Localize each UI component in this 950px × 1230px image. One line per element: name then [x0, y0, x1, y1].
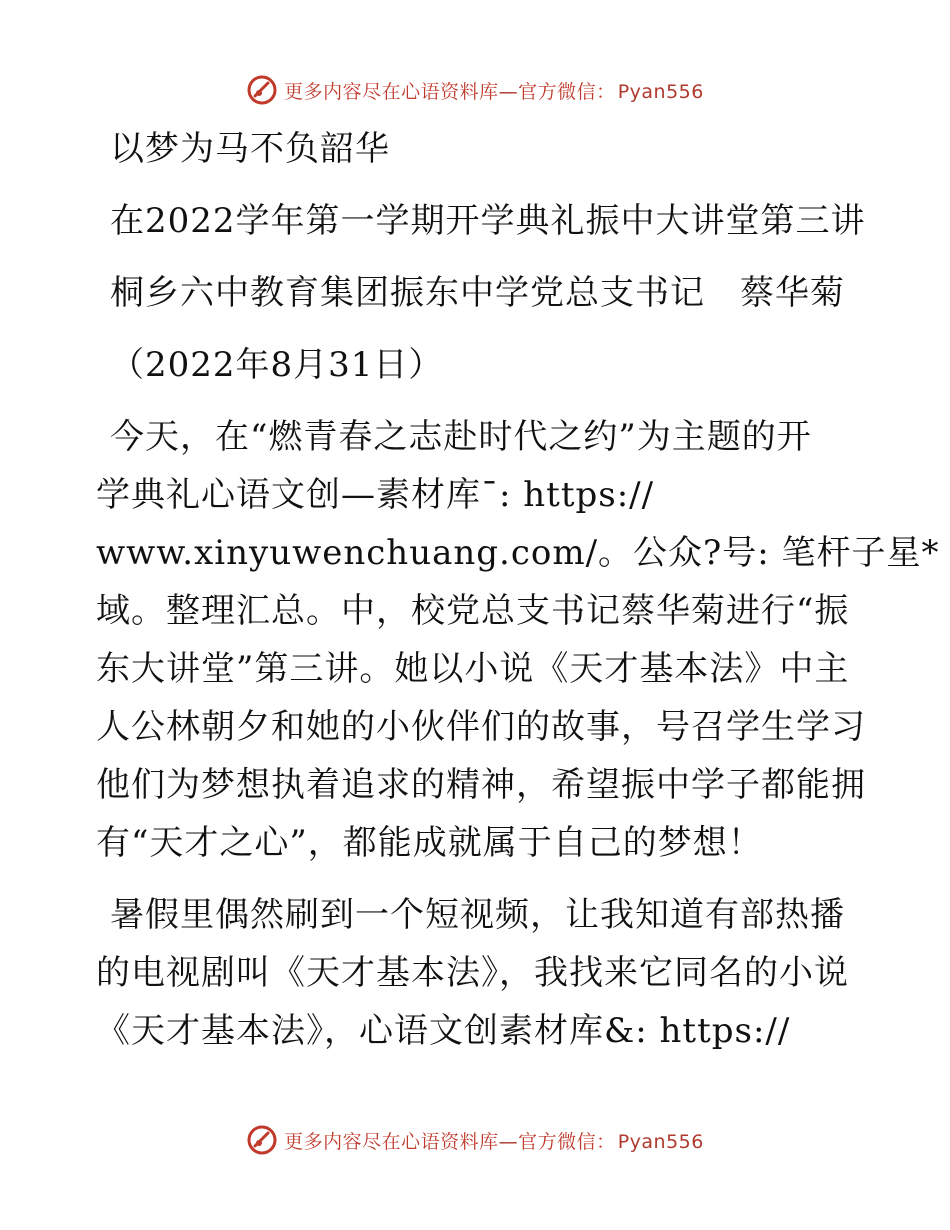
paragraph-1 — [96, 408, 940, 872]
banner-wechat-id: Pyan556 — [617, 1130, 704, 1153]
paragraph-2 — [96, 886, 856, 1060]
paragraph-line: 学典礼心语文创—素材库¯: https:// — [96, 475, 655, 515]
paragraph-line: 暑假里偶然刷到一个短视频，让我知道有部热播 — [110, 895, 845, 935]
paragraph-line: 的电视剧叫《天才基本法》，我找来它同名的小说 — [96, 953, 849, 993]
brand-logo-icon — [246, 1124, 278, 1156]
paragraph-line: 域。整理汇总。中，校党总支书记蔡华菊进行“振 — [96, 591, 850, 631]
paragraph-line: 他们为梦想执着追求的精神，希望振中学子都能拥 — [96, 765, 866, 805]
author-line: 桐乡六中教育集团振东中学党总支书记 蔡华菊 — [110, 273, 845, 313]
banner-label: 官方微信： — [518, 1130, 616, 1153]
paragraph-line: 今天，在“燃青春之志赴时代之约”为主题的开 — [110, 417, 812, 457]
paragraph-line: 人公林朝夕和她的小伙伴们的故事，号召学生学习 — [96, 707, 866, 747]
document-body — [96, 120, 940, 1060]
banner-text — [284, 1127, 704, 1154]
document-subtitle: 在2022学年第一学期开学典礼振中大讲堂第三讲 — [110, 201, 866, 241]
paragraph-line: 有“天才之心”，都能成就属于自己的梦想！ — [96, 823, 763, 863]
banner-separator: — — [498, 1130, 519, 1153]
banner-wechat-id: Pyan556 — [617, 80, 704, 103]
document-title: 以梦为马不负韶华 — [110, 129, 390, 169]
brand-logo-icon — [246, 74, 278, 106]
banner-prefix: 更多内容尽在心语资料库 — [284, 80, 499, 103]
document-date: （2022年8月31日） — [110, 345, 444, 385]
header-banner — [0, 70, 950, 110]
paragraph-line: 东大讲堂”第三讲。她以小说《天才基本法》中主 — [96, 649, 850, 689]
banner-prefix: 更多内容尽在心语资料库 — [284, 1130, 499, 1153]
footer-banner — [0, 1120, 950, 1160]
paragraph-line: 《天才基本法》，心语文创素材库&: https:// — [96, 1011, 791, 1051]
banner-text — [284, 77, 704, 104]
banner-separator: — — [498, 80, 519, 103]
paragraph-line: www.xinyuwenchuang.com/。公众?号: 笔杆子星* — [96, 533, 940, 573]
banner-label: 官方微信： — [518, 80, 616, 103]
